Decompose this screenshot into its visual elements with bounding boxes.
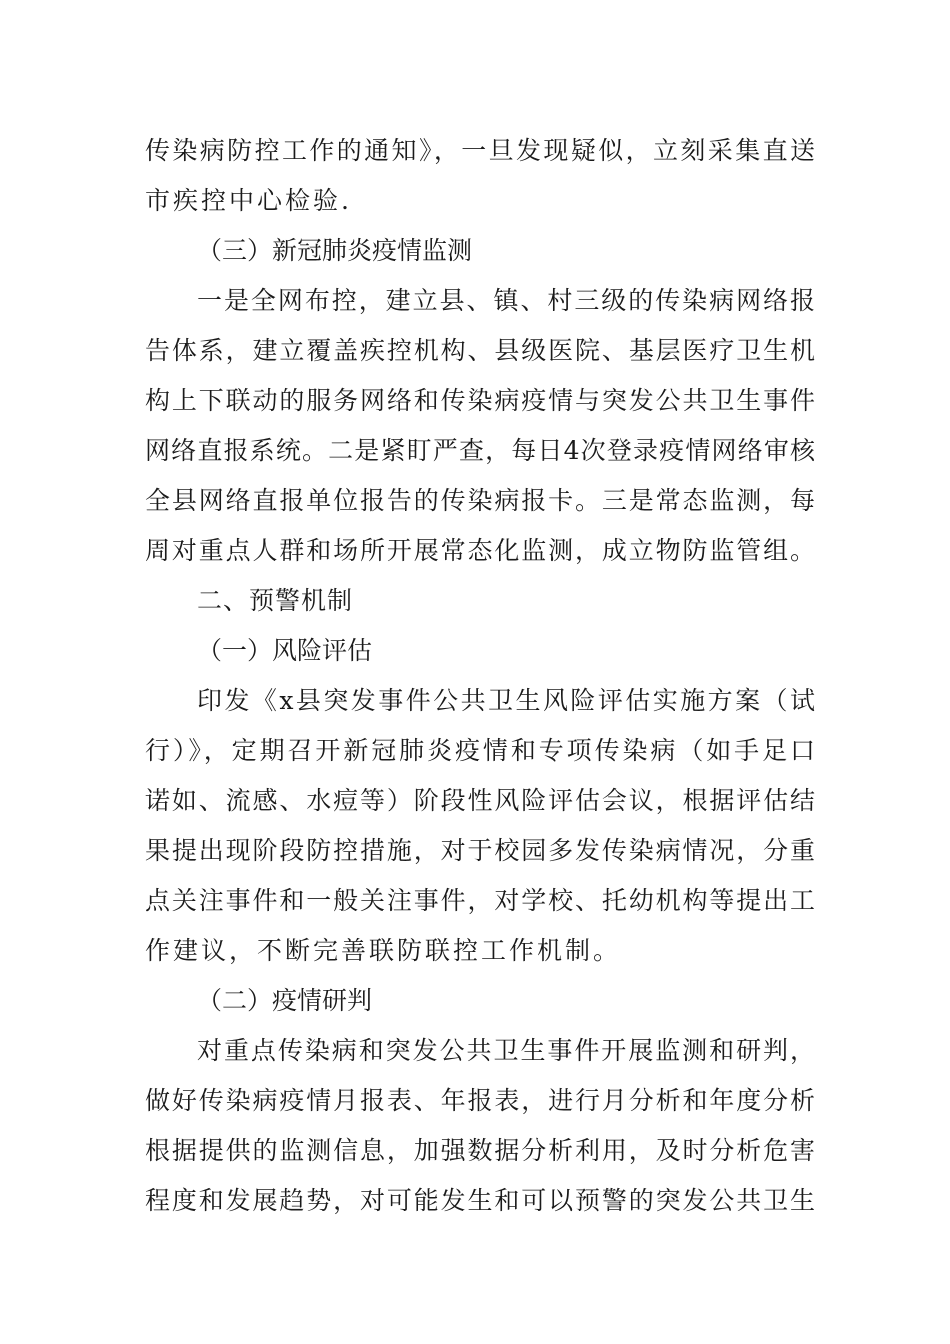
body-text-line: 做好传染病疫情月报表、年报表，进行月分析和年度分析 [145, 1086, 815, 1115]
body-text-line: 对重点传染病和突发公共卫生事件开展监测和研判， [197, 1036, 815, 1065]
body-text-line: 市疾控中心检验. [145, 186, 352, 215]
body-text-line: 周对重点人群和场所开展常态化监测，成立物防监管组。 [145, 536, 815, 565]
body-text-line: 点关注事件和一般关注事件，对学校、托幼机构等提出工 [145, 886, 815, 915]
body-text-line: 一是全网布控，建立县、镇、村三级的传染病网络报 [197, 286, 815, 315]
body-text-line: 构上下联动的服务网络和传染病疫情与突发公共卫生事件 [145, 386, 815, 415]
body-text-line: 诺如、流感、水痘等）阶段性风险评估会议，根据评估结 [145, 786, 815, 815]
subsection-heading: （二）疫情研判 [197, 986, 373, 1015]
subsection-heading: （三）新冠肺炎疫情监测 [197, 236, 473, 265]
body-text-line: 程度和发展趋势，对可能发生和可以预警的突发公共卫生 [145, 1186, 815, 1215]
body-text-line: 全县网络直报单位报告的传染病报卡。三是常态监测，每 [145, 486, 815, 515]
subsection-heading: （一）风险评估 [197, 636, 373, 665]
body-text-line: 根据提供的监测信息，加强数据分析利用，及时分析危害 [145, 1136, 815, 1165]
body-text-line: 网络直报系统。二是紧盯严查，每日4次登录疫情网络审核 [145, 436, 815, 465]
body-text-line: 行）》，定期召开新冠肺炎疫情和专项传染病（如手足口 [145, 736, 815, 765]
body-text-line: 果提出现阶段防控措施，对于校园多发传染病情况，分重 [145, 836, 815, 865]
section-heading: 二、预警机制 [197, 586, 354, 615]
body-text-line: 告体系，建立覆盖疾控机构、县级医院、基层医疗卫生机 [145, 336, 815, 365]
body-text-line: 传染病防控工作的通知》，一旦发现疑似，立刻采集直送 [145, 136, 815, 165]
body-text-line: 作建议，不断完善联防联控工作机制。 [145, 936, 622, 965]
body-text-line: 印发《x县突发事件公共卫生风险评估实施方案（试 [197, 686, 815, 715]
